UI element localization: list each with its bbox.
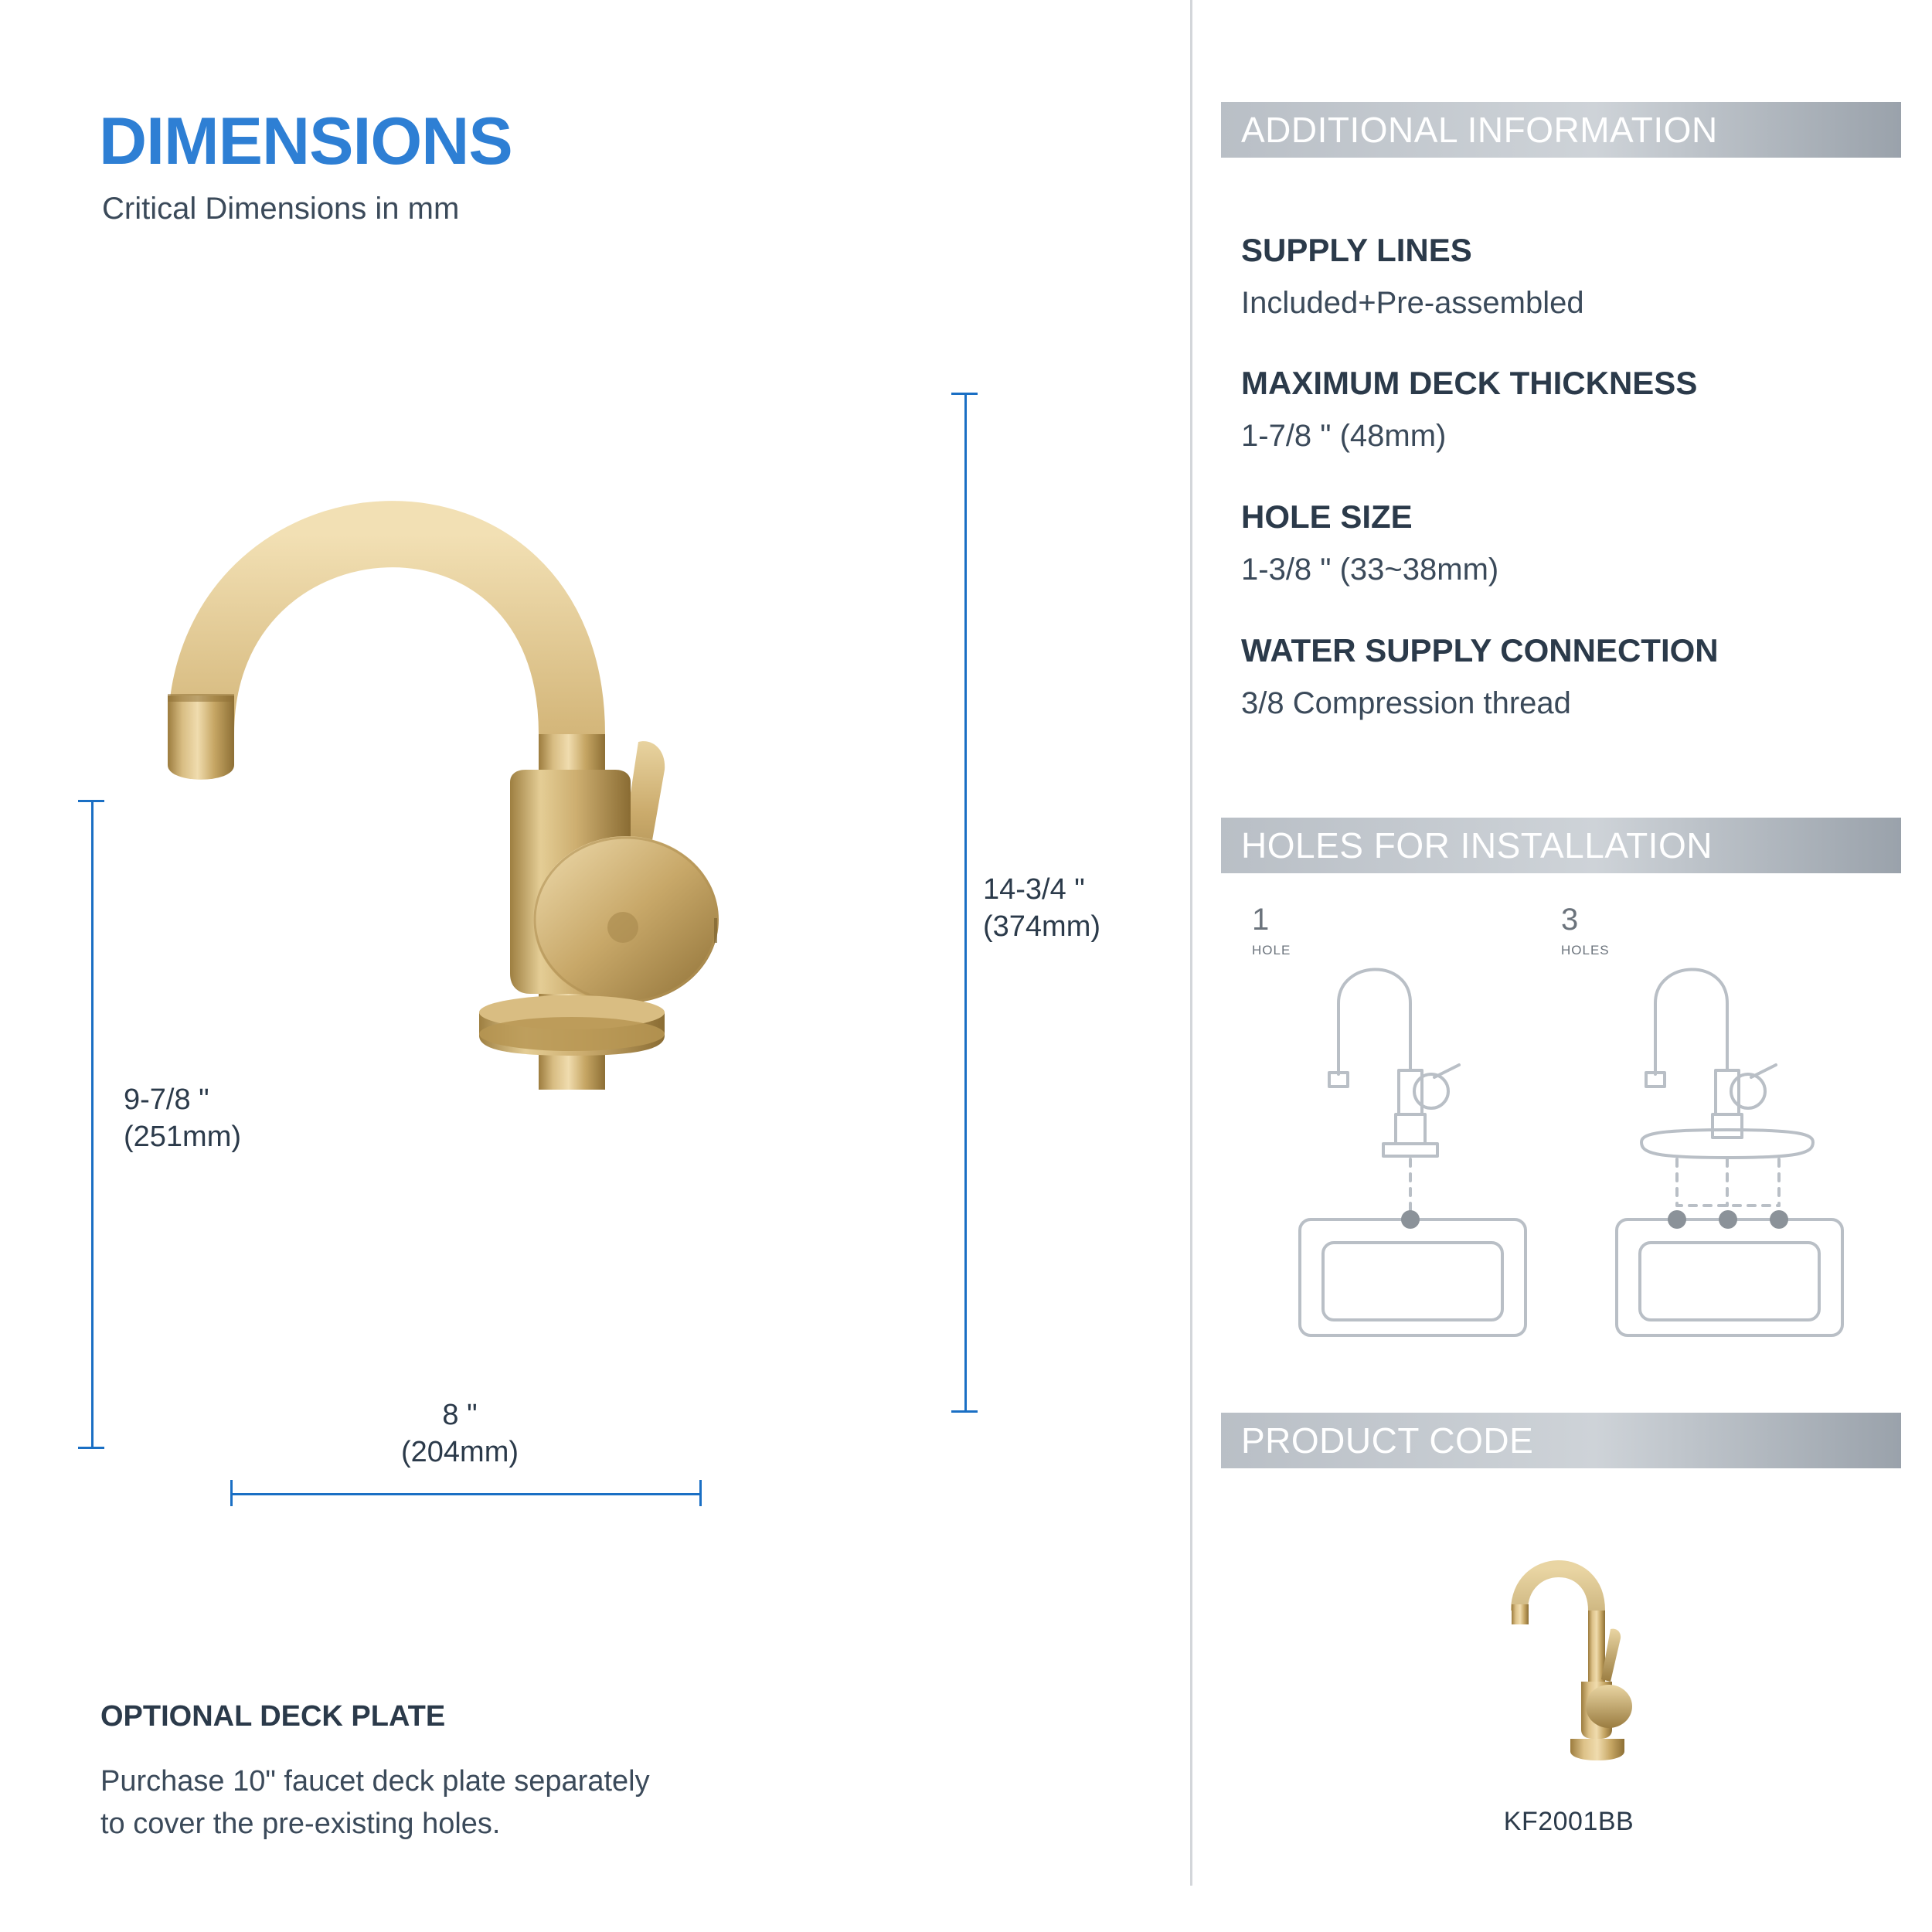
deck-plate-title: OPTIONAL DECK PLATE [100, 1700, 446, 1733]
height-dimension-label: 14-3/4 " (374mm) [983, 873, 1101, 943]
spout-height-label: 9-7/8 " (251mm) [124, 1083, 242, 1153]
info-key-max-deck-thickness: MAXIMUM DECK THICKNESS [1241, 365, 1698, 401]
info-key-water-supply-connection: WATER SUPPLY CONNECTION [1241, 632, 1719, 668]
holes-for-installation-header: HOLES FOR INSTALLATION [1221, 818, 1901, 873]
info-value-hole-size: 1-3/8 " (33~38mm) [1241, 553, 1499, 587]
hole-option-1-label: HOLE [1252, 943, 1291, 957]
deck-plate-text: Purchase 10" faucet deck plate separately to cover the pre-existing holes. [100, 1765, 650, 1841]
info-value-supply-lines: Included+Pre-assembled [1241, 286, 1584, 320]
page-subtitle: Critical Dimensions in mm [102, 192, 460, 226]
info-key-hole-size: HOLE SIZE [1241, 498, 1413, 535]
faucet-illustration [93, 332, 1020, 1492]
hole-option-1 [1252, 904, 1546, 1368]
height-dimension-cap-top [951, 393, 978, 395]
spout-height-cap-top [78, 800, 104, 802]
reach-dimension-cap-left [230, 1480, 233, 1506]
spout-height-dimension-line [91, 800, 94, 1449]
reach-dimension-line [230, 1493, 702, 1495]
page-title: DIMENSIONS [99, 104, 512, 179]
hole-option-3-count: 3 [1561, 903, 1579, 937]
info-key-supply-lines: SUPPLY LINES [1241, 232, 1472, 268]
additional-information-header: ADDITIONAL INFORMATION [1221, 102, 1901, 158]
reach-dimension-label: 8 " (204mm) [400, 1399, 519, 1468]
info-value-max-deck-thickness: 1-7/8 " (48mm) [1241, 419, 1447, 453]
spout-height-cap-bottom [78, 1447, 104, 1449]
hole-option-3 [1561, 904, 1901, 1368]
hole-option-1-diagram [1252, 912, 1546, 1345]
reach-dimension-cap-right [699, 1480, 702, 1506]
hole-option-3-diagram [1561, 912, 1901, 1345]
hole-option-1-count: 1 [1252, 903, 1270, 937]
panel-divider [1190, 0, 1192, 1886]
info-value-water-supply-connection: 3/8 Compression thread [1241, 686, 1571, 720]
product-thumbnail [1445, 1530, 1677, 1785]
height-dimension-line [964, 393, 967, 1413]
product-code-header: PRODUCT CODE [1221, 1413, 1901, 1468]
product-code-value: KF2001BB [1503, 1807, 1634, 1836]
hole-option-3-label: HOLES [1561, 943, 1610, 957]
height-dimension-cap-bottom [951, 1410, 978, 1413]
